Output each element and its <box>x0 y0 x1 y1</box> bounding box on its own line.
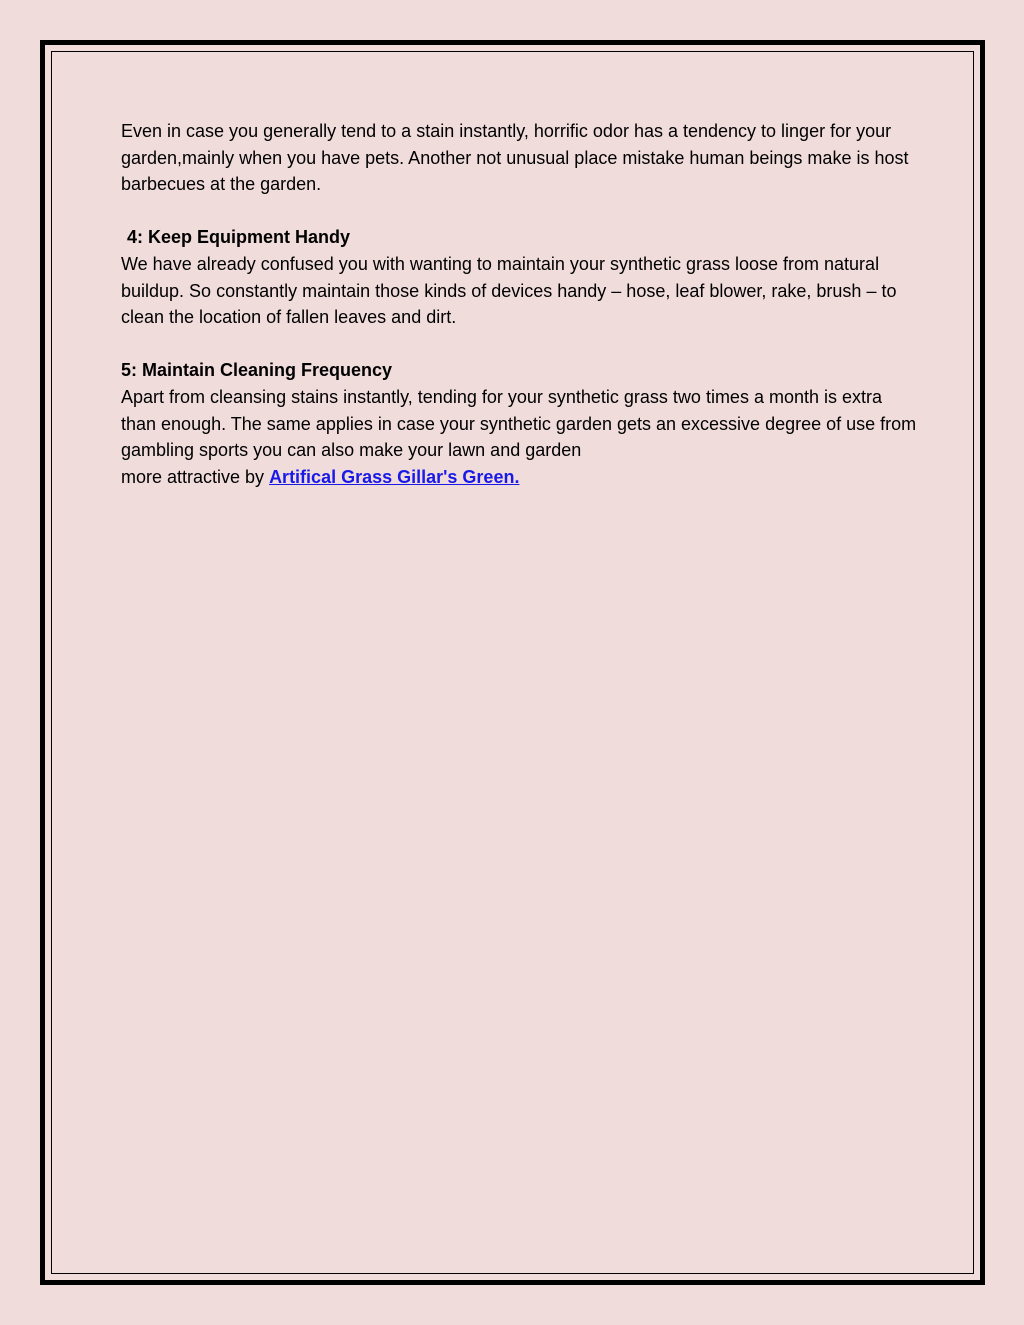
document-content <box>121 118 921 490</box>
paragraph-spacer <box>121 331 921 358</box>
paragraph-spacer <box>121 198 921 225</box>
link-text[interactable]: Artifical Grass Gillar's Green <box>269 466 515 487</box>
section-4-heading: 4: Keep Equipment Handy <box>127 227 351 248</box>
closing-prefix: more attractive by <box>121 466 270 487</box>
section-5-body: Apart from cleansing stains instantly, tending for your synthetic grass two times a month is extra than enough. The same applies in case your synthetic garden gets an excessive degree of use from gambling sports you can also make your lawn and garden <box>121 386 917 461</box>
artificial-grass-link[interactable] <box>269 467 519 487</box>
section-4-body: We have already confused you with wanting to maintain your synthetic grass loose from natural buildup. So constantly maintain those kinds of devices handy – hose, leaf blower, rake, brush – to clean the location of fallen leaves and dirt. <box>121 253 897 328</box>
section-5-heading: 5: Maintain Cleaning Frequency <box>121 360 393 381</box>
section-5-closing-line <box>121 464 519 491</box>
link-suffix[interactable]: . <box>514 466 520 487</box>
intro-paragraph: Even in case you generally tend to a stain instantly, horrific odor has a tendency to linger for your garden,mainly when you have pets. Another not unusual place mistake human beings make is host barbecues at the garden. <box>121 121 909 195</box>
